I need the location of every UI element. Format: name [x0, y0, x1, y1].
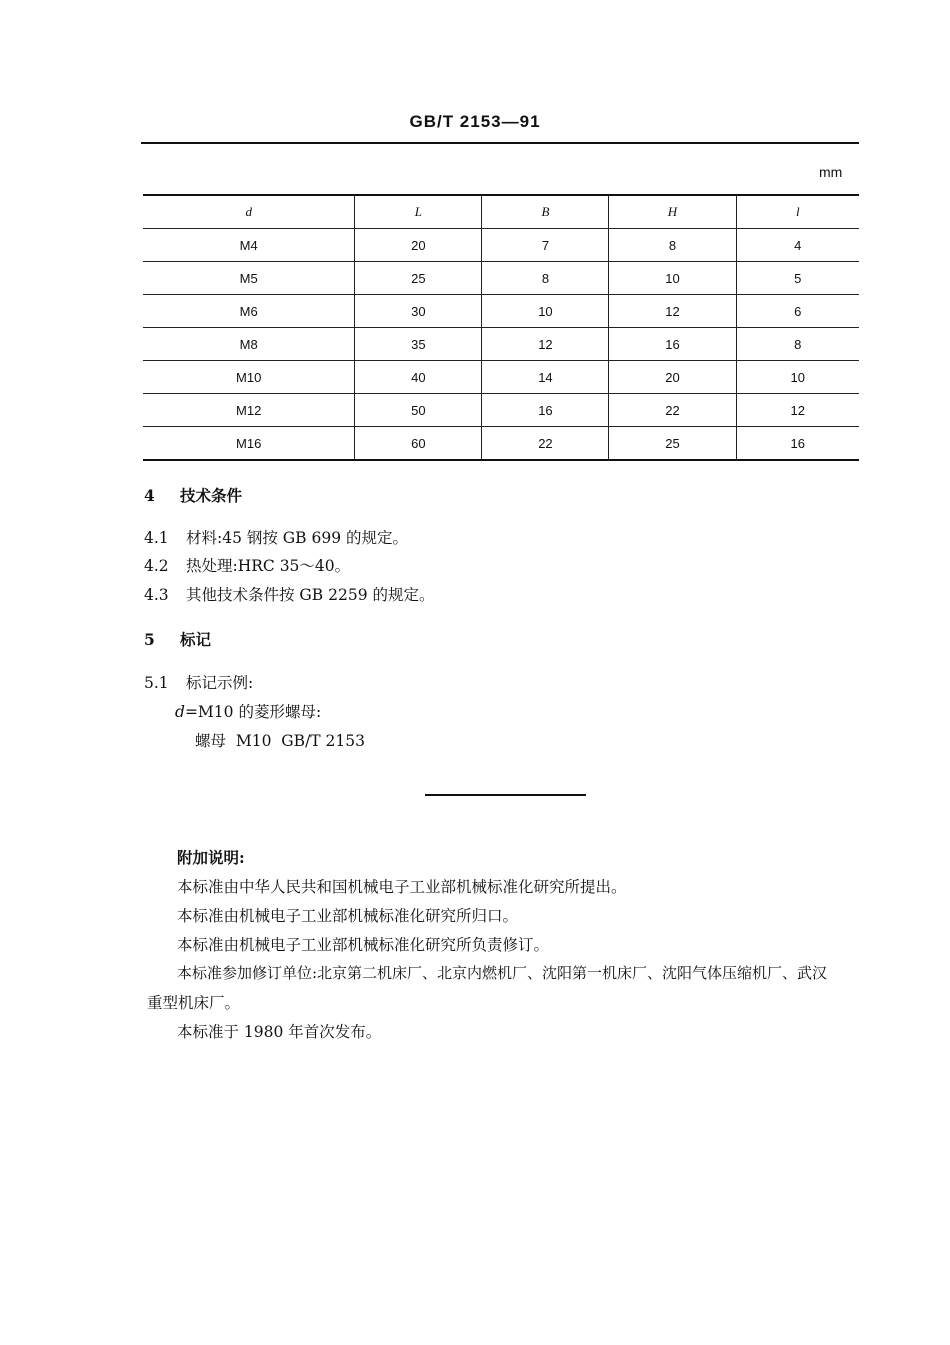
table-cell: 25: [355, 262, 482, 295]
notes-line: 本标准由中华人民共和国机械电子工业部机械标准化研究所提出。: [177, 878, 627, 896]
table-cell: M12: [143, 394, 355, 427]
table-cell: 12: [482, 328, 609, 361]
clause-text: 材料:45 钢按 GB 699 的规定。: [186, 529, 409, 547]
table-cell: 12: [736, 394, 859, 427]
column-header-d: d: [143, 195, 355, 229]
section-number: 4: [144, 486, 155, 505]
table-header-row: [143, 195, 859, 229]
section-4-heading: [144, 484, 242, 506]
column-header-l: l: [736, 195, 859, 229]
notes-line: 本标准于 1980 年首次发布。: [177, 1023, 382, 1041]
table-cell: 50: [355, 394, 482, 427]
table-cell: 10: [736, 361, 859, 394]
section-divider: [425, 794, 586, 796]
clause-number: 4.2: [144, 557, 169, 575]
table-cell: M16: [143, 427, 355, 461]
table-row: [143, 229, 859, 262]
table-cell: 14: [482, 361, 609, 394]
table-row: [143, 427, 859, 461]
marking-example: 螺母 M10 GB/T 2153: [195, 732, 366, 750]
notes-line: 本标准参加修订单位:北京第二机床厂、北京内燃机厂、沈阳第一机床厂、沈阳气体压缩机厂、武汉: [177, 964, 828, 982]
table-cell: 60: [355, 427, 482, 461]
column-header-B: B: [482, 195, 609, 229]
clause-4-3: [144, 583, 435, 605]
table-cell: 20: [609, 361, 736, 394]
notes-line: 重型机床厂。: [147, 994, 241, 1012]
clause-number: 5.1: [144, 674, 169, 692]
table-cell: 5: [736, 262, 859, 295]
clause-number: 4.3: [144, 586, 169, 604]
table-cell: 20: [355, 229, 482, 262]
table-cell: 35: [355, 328, 482, 361]
table-cell: 12: [609, 295, 736, 328]
table-cell: M4: [143, 229, 355, 262]
clause-4-1: [144, 526, 408, 548]
table-unit: mm: [819, 164, 843, 180]
table-cell: 40: [355, 361, 482, 394]
table-cell: 7: [482, 229, 609, 262]
clause-number: 4.1: [144, 529, 169, 547]
table-cell: 22: [482, 427, 609, 461]
dimension-table: [143, 194, 859, 461]
table-cell: M8: [143, 328, 355, 361]
table-cell: 16: [482, 394, 609, 427]
clause-5-1: [144, 671, 253, 693]
example-description: =M10 的菱形螺母:: [184, 703, 322, 721]
clause-text: 其他技术条件按 GB 2259 的规定。: [186, 586, 435, 604]
table-row: [143, 328, 859, 361]
clause-4-2: [144, 554, 350, 576]
table-cell: 10: [482, 295, 609, 328]
section-5-heading: [144, 628, 211, 650]
table-row: [143, 361, 859, 394]
notes-line: 本标准由机械电子工业部机械标准化研究所负责修订。: [177, 936, 550, 954]
table-cell: M6: [143, 295, 355, 328]
header-rule: [141, 142, 859, 144]
notes-title: 附加说明:: [177, 848, 245, 867]
table-cell: 22: [609, 394, 736, 427]
table-cell: 16: [609, 328, 736, 361]
standard-code: GB/T 2153—91: [409, 112, 541, 131]
table-cell: 25: [609, 427, 736, 461]
clause-text: 热处理:HRC 35～40。: [186, 557, 351, 575]
table-row: [143, 295, 859, 328]
table-row: [143, 394, 859, 427]
clause-text: 标记示例:: [186, 674, 254, 692]
table-cell: 30: [355, 295, 482, 328]
column-header-L: L: [355, 195, 482, 229]
section-number: 5: [144, 630, 155, 649]
table-cell: M10: [143, 361, 355, 394]
table-cell: 10: [609, 262, 736, 295]
table-cell: 16: [736, 427, 859, 461]
table-cell: M5: [143, 262, 355, 295]
notes-line: 本标准由机械电子工业部机械标准化研究所归口。: [177, 907, 519, 925]
column-header-H: H: [609, 195, 736, 229]
table-cell: 8: [482, 262, 609, 295]
section-title: 标记: [180, 630, 212, 649]
table-cell: 8: [609, 229, 736, 262]
example-variable: d: [175, 703, 185, 721]
section-title: 技术条件: [180, 486, 243, 505]
table-cell: 6: [736, 295, 859, 328]
table-cell: 4: [736, 229, 859, 262]
table-row: [143, 262, 859, 295]
table-cell: 8: [736, 328, 859, 361]
marking-example-desc: [175, 700, 321, 722]
